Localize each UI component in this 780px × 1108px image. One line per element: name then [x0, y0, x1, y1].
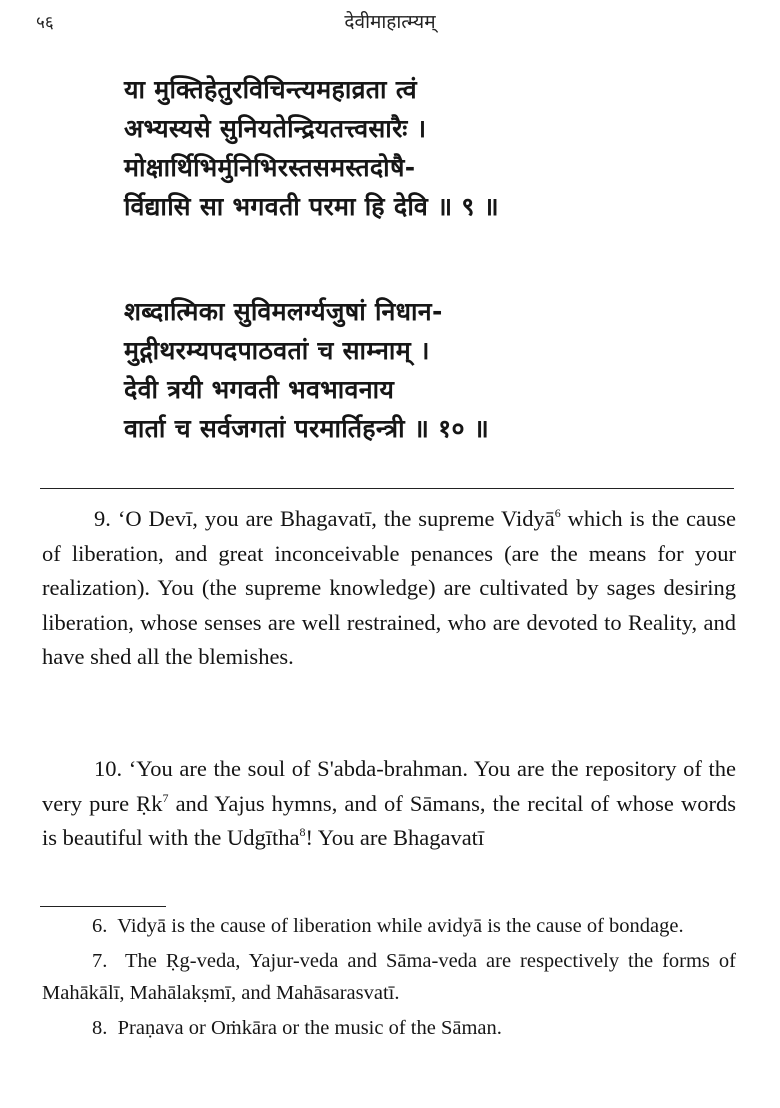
para-text: which is the cause of liberation, and great inconceivable penances (are the means for your realization). You (the supreme knowledge) are cultivated by sages desiring liberation, whose senses are well restrained, who are devoted to Reality, and have shed all the blemishes.	[42, 506, 736, 669]
para-text: 10. ‘You are the soul of S'abda-brahman. You are the repository of the very pure Ṛk	[42, 756, 736, 816]
verse-line: शब्दात्मिका सुविमलर्ग्यजुषां निधान-	[124, 297, 443, 326]
page-number: ५६	[36, 13, 54, 33]
verse-line: मुद्गीथरम्यपदपाठवतां च साम्नाम् ।	[124, 336, 430, 365]
footnote-8	[42, 1012, 736, 1044]
translation-paragraph-9	[42, 502, 736, 675]
footnote-number: 8.	[92, 1017, 108, 1039]
footnote-ref: 6	[554, 506, 561, 520]
verse-line: या मुक्तिहेतुरविचिन्त्यमहाव्रता त्वं	[124, 75, 417, 104]
footnote-number: 7.	[92, 950, 108, 972]
verse-line: र्विद्यासि सा भगवती परमा हि देवि ॥ ९ ॥	[124, 192, 499, 221]
verse-line: देवी त्रयी भगवती भवभावनाय	[124, 375, 395, 404]
sanskrit-verse-10	[124, 292, 489, 448]
para-text: and Yajus hymns, and of Sāmans, the recital of whose words is beautiful with the Udgītha	[42, 790, 736, 850]
footnote-7	[42, 945, 736, 1009]
verse-line: अभ्यस्यसे सुनियतेन्द्रियतत्त्वसारैः ।	[124, 114, 427, 143]
footnote-6	[42, 910, 736, 942]
verse-line: वार्ता च सर्वजगतां परमार्तिहन्त्री ॥ १० ॥	[124, 414, 490, 443]
translation-paragraph-10	[42, 752, 736, 856]
footnote-divider	[40, 906, 166, 907]
footnote-ref: 8	[299, 825, 306, 839]
para-text: 9. ‘O Devī, you are Bhagavatī, the supreme Vidyā	[94, 506, 555, 531]
running-title: देवीमाहात्म्यम्	[344, 11, 436, 33]
para-text: ! You are Bhagavatī	[305, 825, 485, 850]
footnote-text: The Ṛg-veda, Yajur-veda and Sāma-veda are respectively the forms of Mahākālī, Mahālakṣmī, and Mahāsarasvatī.	[42, 950, 736, 1004]
footnote-ref: 7	[162, 790, 169, 805]
footnote-number: 6.	[92, 915, 108, 937]
verse-line: मोक्षार्थिभिर्मुनिभिरस्तसमस्तदोषै-	[124, 153, 416, 182]
footnote-text: Praṇava or Oṁkāra or the music of the Sāman.	[117, 1017, 502, 1039]
footnote-text: Vidyā is the cause of liberation while avidyā is the cause of bondage.	[117, 915, 684, 937]
page-header	[0, 8, 780, 36]
footnotes	[42, 910, 736, 1047]
section-divider	[40, 488, 734, 489]
sanskrit-verse-9	[124, 70, 499, 226]
